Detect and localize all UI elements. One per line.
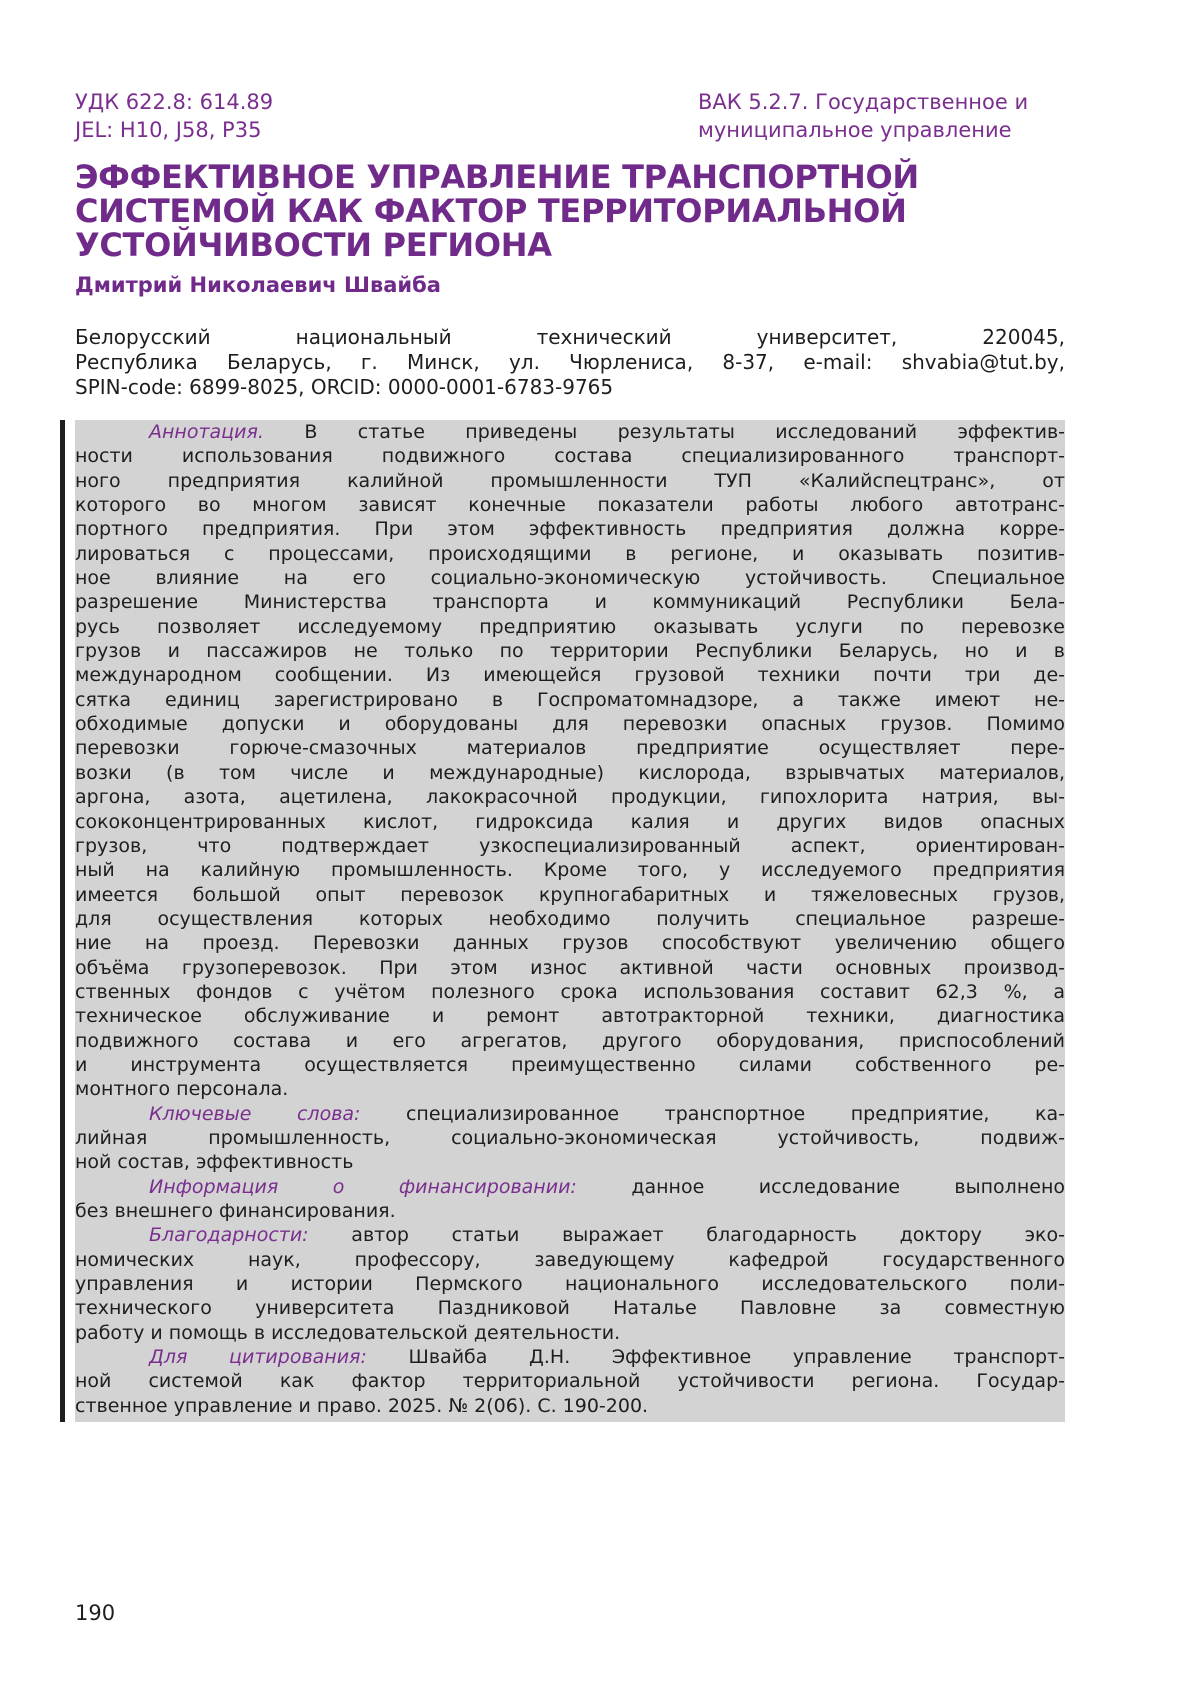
title-line: ЭФФЕКТИВНОЕ УПРАВЛЕНИЕ ТРАНСПОРТНОЙ [75, 158, 919, 196]
section-text: Швайба Д.Н. Эффективное управление транспорт- [366, 1346, 1065, 1369]
section-label: Ключевые слова: [149, 1102, 361, 1125]
paragraph-line: портного предприятия. При этом эффективность предприятия должна корре- [75, 518, 1065, 541]
paragraph-line: международном сообщении. Из имеющейся грузовой техники почти три де- [75, 664, 1065, 687]
paragraph-line: сококонцентрированных кислот, гидроксида калия и других видов опасных [75, 810, 1065, 833]
paragraph-line: технического университета Паздниковой Наталье Павловне за совместную [75, 1297, 1065, 1320]
affiliation-line: Белорусский национальный технический университет, 220045, [75, 325, 1065, 349]
paragraph-line: техническое обслуживание и ремонт автотракторной техники, диагностика [75, 1005, 1065, 1028]
jel-code: JEL: H10, J58, P35 [75, 118, 262, 142]
paragraph-first-line [75, 1345, 1065, 1369]
paragraph-line: ние на проезд. Перевозки данных грузов способствуют увеличению общего [75, 932, 1065, 955]
paragraph-line: ственное управление и право. 2025. № 2(06). С. 190-200. [75, 1394, 649, 1417]
citation-section [75, 1345, 1065, 1418]
paragraph-line: сятка единиц зарегистрировано в Госпроматомнадзоре, а также имеют не- [75, 688, 1065, 711]
paragraph-line: ное влияние на его социально-экономическую устойчивость. Специальное [75, 567, 1065, 590]
paragraph-line: номических наук, профессору, заведующему кафедрой государственного [75, 1248, 1065, 1271]
title-line: СИСТЕМОЙ КАК ФАКТОР ТЕРРИТОРИАЛЬНОЙ [75, 192, 907, 230]
section-label: Благодарности: [149, 1224, 309, 1247]
section-label: Аннотация. [149, 421, 264, 443]
paragraph-line: имеется большой опыт перевозок крупногабаритных и тяжеловесных грузов, [75, 883, 1065, 906]
paragraph-line: ности использования подвижного состава специализированного транспорт- [75, 445, 1065, 468]
paragraph-line: объёма грузоперевозок. При этом износ активной части основных производ- [75, 956, 1065, 979]
author-affiliation [75, 325, 1065, 400]
paragraph-line: которого во многом зависят конечные показатели работы любого автотранс- [75, 494, 1065, 517]
affiliation-line: Республика Беларусь, г. Минск, ул. Чюрлениса, 8-37, e-mail: shvabia@tut.by, [75, 350, 1065, 374]
paragraph-line: и инструмента осуществляется преимущественно силами собственного ре- [75, 1053, 1065, 1076]
paragraph-first-line [75, 420, 1065, 444]
section-text: В статье приведены результаты исследований эффектив- [263, 421, 1065, 443]
keywords-section [75, 1102, 1065, 1175]
article-title [75, 160, 1085, 262]
paragraph-line: грузов и пассажиров не только по территории Республики Беларусь, но и в [75, 640, 1065, 663]
paragraph-line: управления и истории Пермского национального исследовательского поли- [75, 1273, 1065, 1296]
paragraph-line: ной системой как фактор территориальной устойчивости региона. Государ- [75, 1370, 1065, 1393]
paragraph-first-line [75, 1175, 1065, 1199]
section-label: Информация о финансировании: [149, 1175, 577, 1198]
paragraph-line: подвижного состава и его агрегатов, другого оборудования, приспособлений [75, 1029, 1065, 1052]
author-name: Дмитрий Николаевич Швайба [75, 273, 441, 297]
paragraph-line: обходимые допуски и оборудованы для перевозки опасных грузов. Помимо [75, 713, 1065, 736]
paragraph-line: ного предприятия калийной промышленности ТУП «Калийспецтранс», от [75, 469, 1065, 492]
paragraph-line: без внешнего финансирования. [75, 1200, 396, 1222]
paragraph-line: аргона, азота, ацетилена, лакокрасочной продукции, гипохлорита натрия, вы- [75, 786, 1065, 809]
vak-line-2: муниципальное управление [698, 118, 1012, 142]
paragraph-line: ственных фондов с учётом полезного срока использования составит 62,3 %, а [75, 980, 1065, 1003]
classification-codes [75, 88, 273, 144]
paragraph-line: работу и помощь в исследовательской деятельности. [75, 1321, 621, 1344]
acknowledgements-section [75, 1223, 1065, 1345]
paragraph-line: возки (в том числе и международные) кислорода, взрывчатых материалов, [75, 761, 1065, 784]
affiliation-line: SPIN-code: 6899-8025, ORCID: 0000-0001-6783-9765 [75, 375, 614, 399]
paragraph-line: для осуществления которых необходимо получить специальное разреше- [75, 907, 1065, 930]
abstract-block [75, 420, 1065, 1422]
udk-code: УДК 622.8: 614.89 [75, 90, 274, 114]
annotation-section [75, 420, 1065, 1102]
section-text: специализированное транспортное предприятие, ка- [360, 1102, 1065, 1125]
section-text: автор статьи выражает благодарность доктору эко- [308, 1224, 1065, 1247]
paragraph-first-line [75, 1223, 1065, 1247]
funding-section [75, 1175, 1065, 1224]
paragraph-line: лийная промышленность, социально-экономическая устойчивость, подвиж- [75, 1126, 1065, 1149]
paragraph-line: лироваться с процессами, происходящими в регионе, и оказывать позитив- [75, 542, 1065, 565]
paragraph-line: перевозки горюче-смазочных материалов предприятие осуществляет пере- [75, 737, 1065, 760]
section-text: данное исследование выполнено [576, 1175, 1065, 1198]
paragraph-line: монтного персонала. [75, 1078, 289, 1101]
page-number: 190 [75, 1601, 116, 1625]
paragraph-line: разрешение Министерства транспорта и коммуникаций Республики Бела- [75, 591, 1065, 614]
abstract-side-bar [60, 420, 65, 1422]
section-label: Для цитирования: [149, 1346, 367, 1369]
paragraph-line: ной состав, эффективность [75, 1151, 354, 1174]
title-line: УСТОЙЧИВОСТИ РЕГИОНА [75, 226, 552, 264]
vak-line-1: ВАК 5.2.7. Государственное и [698, 90, 1029, 114]
paragraph-line: ный на калийную промышленность. Кроме того, у исследуемого предприятия [75, 859, 1065, 882]
vak-specialty [698, 88, 1078, 144]
paragraph-line: русь позволяет исследуемому предприятию оказывать услуги по перевозке [75, 615, 1065, 638]
paragraph-line: грузов, что подтверждает узкоспециализированный аспект, ориентирован- [75, 834, 1065, 857]
paragraph-first-line [75, 1102, 1065, 1126]
